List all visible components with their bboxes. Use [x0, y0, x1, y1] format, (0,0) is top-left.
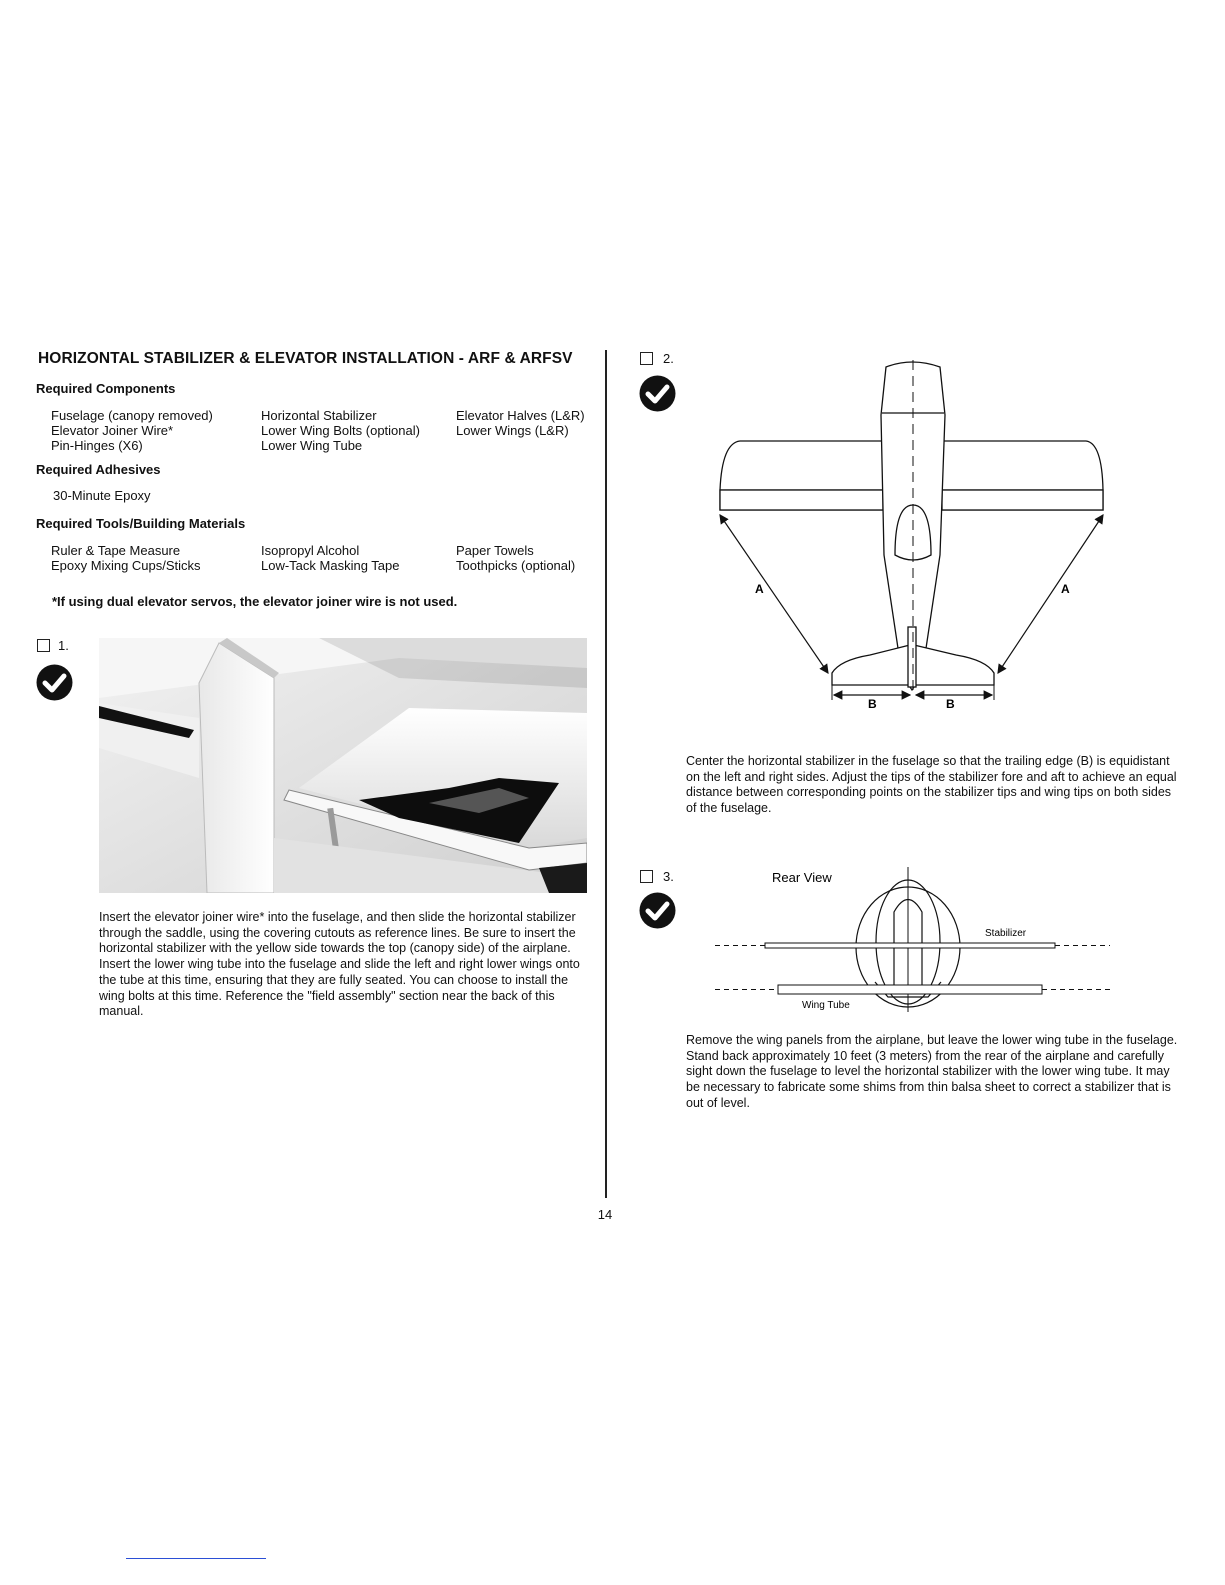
servo-note: *If using dual elevator servos, the elevator joiner wire is not used.	[52, 594, 458, 609]
component-item: Lower Wings (L&R)	[456, 423, 569, 438]
tools-heading: Required Tools/Building Materials	[36, 516, 246, 531]
footer-link-underline[interactable]	[126, 1558, 266, 1559]
component-item: Pin-Hinges (X6)	[51, 438, 143, 453]
component-item: Lower Wing Tube	[261, 438, 363, 453]
step-2-check-circle-icon	[639, 375, 676, 412]
adhesive-item: 30-Minute Epoxy	[53, 488, 151, 503]
step-3-text: Remove the wing panels from the airplane, but leave the lower wing tube in the fuselage. Stand back approximately 10 feet (3 meters) from the rear of the airplane and carefully sight down the fuselage to level the horizontal stabilizer with the lower wing tube. It may be necessary to fabricate some shims from thin balsa sheet to correct a stabilizer that is out of level.	[686, 1033, 1178, 1110]
label-b-right: B	[946, 697, 955, 711]
step-1-text: Insert the elevator joiner wire* into the fuselage, and then slide the horizontal stabilizer through the saddle, using the covering cutouts as reference lines. Be sure to insert the horizontal stabilizer with the yellow side towards the top (canopy side) of the airplane. Insert the lower wing tube into the fuselage and slide the left and right lower wings onto the tube at this time, ensuring that they are fully seated. You can choose to install the wing bolts at this time. Reference the "field assembly" section near the back of this manual.	[99, 910, 580, 1019]
step-2-text: Center the horizontal stabilizer in the fuselage so that the trailing edge (B) is equidistant on the left and right sides. Adjust the tips of the stabilizer fore and aft to achieve an equal distance between corresponding points on the stabilizer tips and wing tips on both sides of the fuselage.	[686, 754, 1177, 816]
step-1-checkbox-icon[interactable]	[37, 639, 50, 652]
step-3-check-circle-icon	[639, 892, 676, 929]
label-b-left: B	[868, 697, 877, 711]
stabilizer-label: Stabilizer	[985, 928, 1027, 939]
section-title: HORIZONTAL STABILIZER & ELEVATOR INSTALLATION - ARF & ARFSV	[38, 350, 573, 367]
page-number: 14	[597, 1207, 613, 1222]
components-heading: Required Components	[36, 381, 176, 396]
component-item: Elevator Joiner Wire*	[51, 423, 174, 438]
step-1-photo	[99, 638, 587, 893]
column-divider	[605, 350, 607, 1198]
tool-item: Paper Towels	[456, 543, 534, 558]
tool-item: Isopropyl Alcohol	[261, 543, 360, 558]
tool-item: Toothpicks (optional)	[456, 558, 576, 573]
component-item: Elevator Halves (L&R)	[456, 408, 585, 423]
label-a-right: A	[1061, 582, 1070, 596]
tool-item: Ruler & Tape Measure	[51, 543, 181, 558]
rear-view-label: Rear View	[772, 870, 832, 885]
step-1-check-circle-icon	[36, 664, 73, 701]
label-a-left: A	[755, 582, 764, 596]
wing-tube-label: Wing Tube	[802, 1000, 850, 1011]
component-item: Fuselage (canopy removed)	[51, 408, 213, 423]
step-2-checkbox-icon[interactable]	[640, 352, 653, 365]
step-3-checkbox-icon[interactable]	[640, 870, 653, 883]
step-3-number: 3.	[663, 869, 674, 884]
tool-item: Epoxy Mixing Cups/Sticks	[51, 558, 201, 573]
adhesives-heading: Required Adhesives	[36, 462, 161, 477]
tool-item: Low-Tack Masking Tape	[261, 558, 400, 573]
component-item: Lower Wing Bolts (optional)	[261, 423, 420, 438]
step-2-number: 2.	[663, 351, 674, 366]
rear-view-diagram	[710, 862, 1115, 1022]
step-1-number: 1.	[58, 638, 69, 653]
component-item: Horizontal Stabilizer	[261, 408, 377, 423]
top-view-alignment-diagram	[700, 355, 1120, 715]
